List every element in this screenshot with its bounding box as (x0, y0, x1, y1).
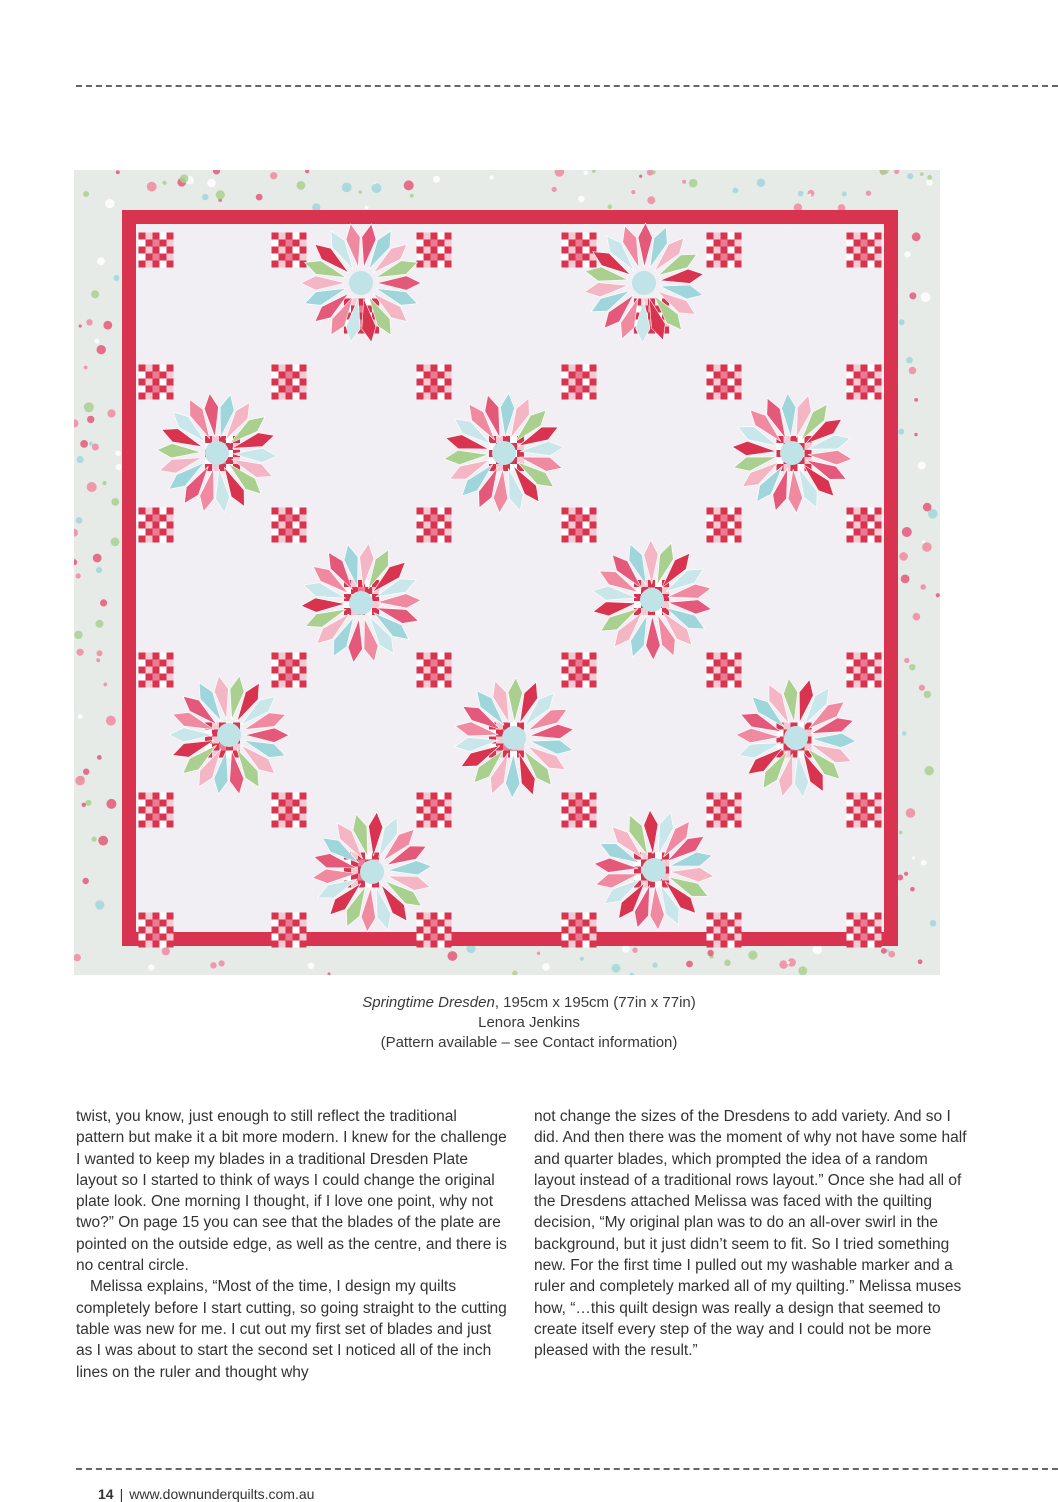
top-dashed-rule (76, 85, 1058, 87)
pattern-note: (Pattern available – see Contact information) (380, 1034, 678, 1051)
quilt-dimensions: , 195cm x 195cm (77in x 77in) (494, 994, 696, 1011)
footer-url[interactable]: www.downunderquilts.com.au (129, 1486, 315, 1502)
article-column-left (76, 1106, 508, 1383)
page-number: 14 (98, 1486, 114, 1502)
paragraph: twist, you know, just enough to still reflect the traditional pattern but make it a bit more modern. I knew for the challenge I wanted to keep my blades in a traditional Dresden Plate layout so I started to think of ways I could change the original plate look. One morning I thought, if I love one point, why not two?” On page 15 you can see that the blades of the plate are pointed on the outside edge, as well as the centre, and there is no central circle. (76, 1108, 507, 1275)
caption-line-title (200, 993, 858, 1013)
paragraph: not change the sizes of the Dresdens to add variety. And so I did. And then there was the moment of why not have some half and quarter blades, which prompted the idea of a random layout instead of a traditional rows layout.” Once she had all of the Dresdens attached Melissa was faced with the quilting decision, “My original plan was to do an all-over swirl in the background, but it just didn’t seem to fit. So I tried something new. For the first time I pulled out my washable marker and a ruler and completely marked all of my quilting.” Melissa muses how, “…this quilt design was really a design that seemed to create itself every step of the way and I could not be more pleased with the result.” (534, 1108, 967, 1360)
quilt-author: Lenora Jenkins (478, 1014, 580, 1031)
quilt-title: Springtime Dresden (362, 994, 495, 1011)
bottom-dashed-rule (76, 1468, 1058, 1470)
article-column-right (534, 1106, 972, 1362)
photo-caption (200, 993, 858, 1053)
footer-separator: | (119, 1486, 124, 1502)
quilt-photo (74, 170, 940, 975)
page-footer (98, 1486, 314, 1502)
paragraph: Melissa explains, “Most of the time, I design my quilts completely before I start cutting, so going straight to the cutting table was new for me. I cut out my first set of blades and just as I was about to start the second set I noticed all of the inch lines on the ruler and thought why (76, 1278, 507, 1381)
